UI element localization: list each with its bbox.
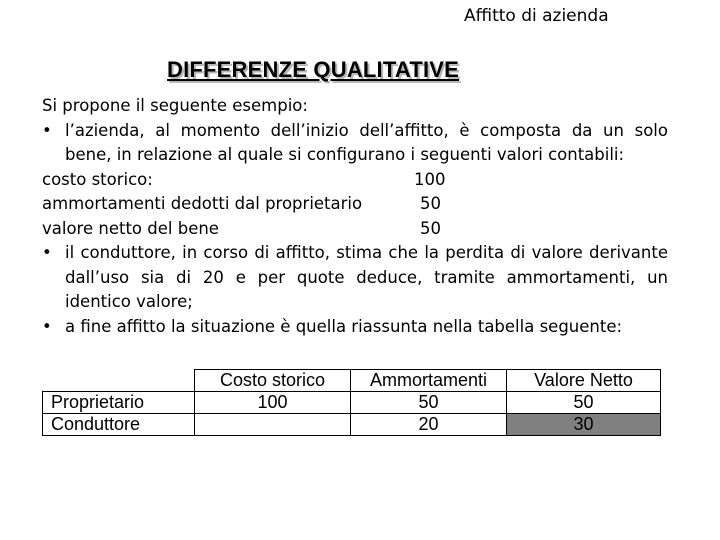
value-label: costo storico: bbox=[42, 169, 153, 189]
bullet-icon: • bbox=[42, 120, 52, 140]
bullet-text: l’azienda, al momento dell’inizio dell’affitto, è composta da un solo bene, in relazione al quale si configurano i seguenti valori contabili: bbox=[65, 120, 668, 164]
value-label: ammortamenti dedotti dal proprietario bbox=[42, 194, 363, 213]
value-amount: 50 bbox=[420, 194, 441, 213]
bullet-item bbox=[42, 315, 668, 340]
bullet-text: a fine affitto la situazione è quella riassunta nella tabella seguente: bbox=[65, 316, 623, 336]
table-row bbox=[43, 392, 661, 414]
highlighted-cell: 30 bbox=[507, 414, 661, 436]
row-label: Proprietario bbox=[43, 392, 195, 414]
value-row bbox=[42, 217, 668, 242]
table-cell: 100 bbox=[257, 392, 288, 412]
row-label: Conduttore bbox=[43, 414, 195, 436]
table-cell: 50 bbox=[351, 392, 507, 414]
intro-text: Si propone il seguente esempio: bbox=[42, 96, 308, 115]
bullet-icon: • bbox=[42, 243, 52, 262]
table-cell bbox=[195, 414, 351, 436]
table-row bbox=[43, 414, 661, 436]
bullet-item bbox=[42, 119, 668, 168]
bullet-text: il conduttore, in corso di affitto, stima che la perdita di valore derivante dall’uso sia di 20 e per quote deduce, tramite ammortamenti, un identico valore; bbox=[65, 243, 668, 311]
bullet-item bbox=[42, 241, 668, 315]
bullet-icon: • bbox=[42, 316, 52, 336]
page-title: DIFFERENZE QUALITATIVE bbox=[167, 57, 460, 82]
value-amount: 50 bbox=[420, 218, 441, 238]
value-row bbox=[42, 192, 668, 217]
column-header: Costo storico bbox=[195, 370, 351, 392]
table-cell: 20 bbox=[351, 414, 507, 436]
comparison-table bbox=[42, 369, 661, 436]
header-subtitle: Affitto di azienda bbox=[464, 6, 609, 26]
value-row bbox=[42, 168, 668, 193]
column-header: Valore Netto bbox=[507, 370, 661, 392]
table-corner bbox=[43, 370, 195, 392]
body-text bbox=[42, 94, 668, 339]
value-label: valore netto del bene bbox=[42, 218, 219, 238]
table-cell: 50 bbox=[507, 392, 661, 414]
column-header: Ammortamenti bbox=[351, 370, 507, 392]
value-amount: 100 bbox=[414, 169, 446, 189]
